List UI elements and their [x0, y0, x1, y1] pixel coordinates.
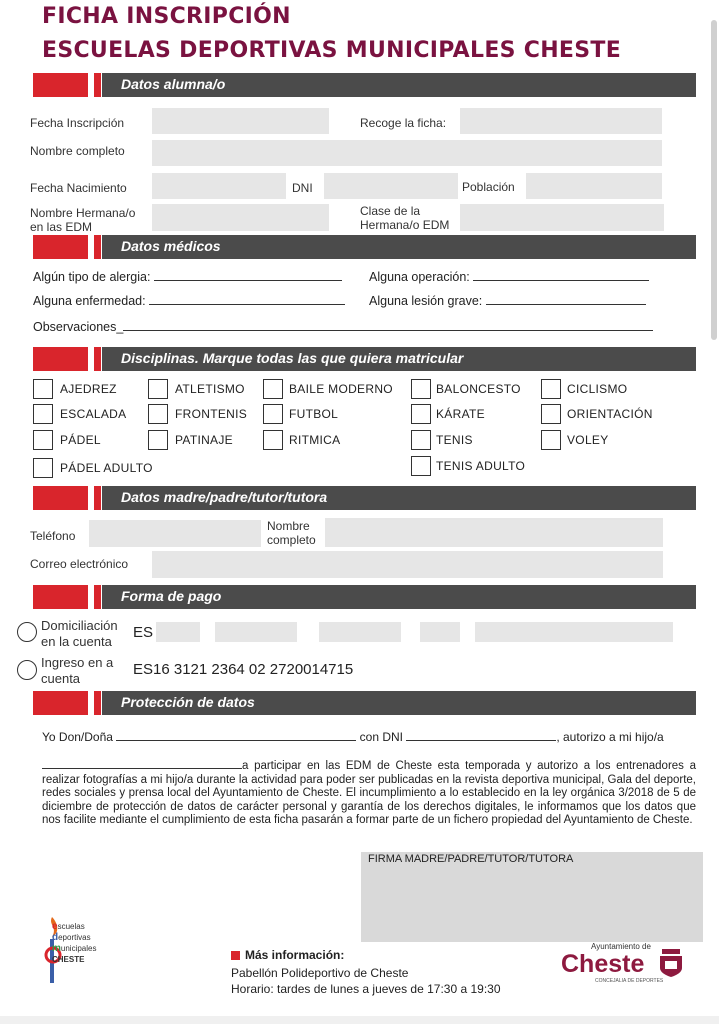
fecha-inscripcion-field[interactable]: [152, 108, 329, 134]
form-title: FICHA INSCRIPCIÓN: [42, 4, 291, 29]
checkbox-orientacion[interactable]: [541, 404, 561, 424]
section-title-proteccion: Protección de datos: [121, 694, 255, 710]
iban-block-3[interactable]: [319, 622, 401, 642]
recoge-ficha-label: Recoge la ficha:: [360, 116, 447, 130]
radio-ingreso[interactable]: [17, 660, 37, 680]
bottom-strip: [0, 1016, 719, 1024]
checkbox-ritmica[interactable]: [263, 430, 283, 450]
iban-block-4[interactable]: [420, 622, 460, 642]
label-atletismo: ATLETISMO: [175, 382, 245, 396]
dni-field[interactable]: [324, 173, 458, 199]
yo-don-line[interactable]: Yo Don/Doña con DNI , autorizo a mi hijo/a: [42, 730, 664, 744]
nombre-hermana-field[interactable]: [152, 204, 329, 231]
ayuntamiento-logo: Ayuntamiento de Cheste CONCEJALIA DE DEPORTES: [561, 942, 691, 988]
section-title-pago: Forma de pago: [121, 588, 222, 604]
poblacion-label: Población: [462, 180, 515, 194]
ingreso-label: Ingreso en a cuenta: [41, 655, 114, 686]
domiciliacion-label: Domiciliación en la cuenta: [41, 618, 118, 649]
checkbox-tenis[interactable]: [411, 430, 431, 450]
recoge-ficha-field[interactable]: [460, 108, 662, 134]
mas-info-label: Más información:: [245, 948, 345, 962]
observaciones-line[interactable]: Observaciones_: [33, 320, 653, 334]
iban-number: ES16 3121 2364 02 2720014715: [133, 661, 354, 678]
hijo-name-line[interactable]: [42, 760, 242, 769]
telefono-label: Teléfono: [30, 529, 76, 543]
checkbox-escalada[interactable]: [33, 404, 53, 424]
nombre-completo-field[interactable]: [152, 140, 662, 166]
label-ritmica: RITMICA: [289, 433, 341, 447]
section-bar-proteccion: [33, 691, 696, 715]
correo-label: Correo electrónico: [30, 557, 129, 571]
checkbox-padel[interactable]: [33, 430, 53, 450]
clase-hermana-field[interactable]: [460, 204, 664, 231]
label-padel: PÁDEL: [60, 433, 101, 447]
label-ciclismo: CICLISMO: [567, 382, 628, 396]
label-baile-moderno: BAILE MODERNO: [289, 382, 393, 396]
checkbox-frontenis[interactable]: [148, 404, 168, 424]
poblacion-field[interactable]: [526, 173, 662, 199]
section-bar-alumna: [33, 73, 696, 97]
label-baloncesto: BALONCESTO: [436, 382, 521, 396]
scrollbar-thumb[interactable]: [711, 20, 717, 340]
label-frontenis: FRONTENIS: [175, 407, 248, 421]
firma-label: FIRMA MADRE/PADRE/TUTOR/TUTORA: [368, 853, 574, 865]
enfermedad-line[interactable]: Alguna enfermedad:: [33, 294, 345, 308]
section-title-tutor: Datos madre/padre/tutor/tutora: [121, 489, 328, 505]
label-ajedrez: AJEDREZ: [60, 382, 117, 396]
checkbox-atletismo[interactable]: [148, 379, 168, 399]
checkbox-baloncesto[interactable]: [411, 379, 431, 399]
form-subtitle: ESCUELAS DEPORTIVAS MUNICIPALES CHESTE: [42, 38, 622, 63]
crest-icon: [658, 948, 684, 978]
section-bar-tutor: [33, 486, 696, 510]
checkbox-voley[interactable]: [541, 430, 561, 450]
label-tenis: TENIS: [436, 433, 473, 447]
correo-field[interactable]: [152, 551, 663, 578]
dni-label: DNI: [292, 181, 313, 195]
iban-prefix: ES: [133, 624, 154, 641]
iban-block-1[interactable]: [156, 622, 200, 642]
checkbox-futbol[interactable]: [263, 404, 283, 424]
fecha-nacimiento-label: Fecha Nacimiento: [30, 181, 127, 195]
checkbox-padel-adulto[interactable]: [33, 458, 53, 478]
horario-text: Horario: tardes de lunes a jueves de 17:30 a 19:30: [231, 982, 501, 996]
checkbox-ciclismo[interactable]: [541, 379, 561, 399]
nombre-completo-label: Nombre completo: [30, 144, 125, 158]
label-patinaje: PATINAJE: [175, 433, 233, 447]
checkbox-tenis-adulto[interactable]: [411, 456, 431, 476]
label-karate: KÁRATE: [436, 407, 485, 421]
label-orientacion: ORIENTACIÓN: [567, 407, 653, 421]
info-bullet: [231, 951, 240, 960]
telefono-field[interactable]: [89, 520, 261, 547]
section-title-disciplinas: Disciplinas. Marque todas las que quiera matricular: [121, 350, 464, 366]
operacion-line[interactable]: Alguna operación:: [369, 270, 649, 284]
label-futbol: FUTBOL: [289, 407, 339, 421]
section-title-alumna: Datos alumna/o: [121, 76, 226, 92]
nombre-tutor-field[interactable]: [325, 518, 663, 547]
nombre-tutor-label: Nombre completo: [267, 519, 316, 547]
section-bar-pago: [33, 585, 696, 609]
edm-logo: escuelas deportivas municipales CHESTE: [38, 915, 128, 995]
iban-block-5[interactable]: [475, 622, 673, 642]
label-padel-adulto: PÁDEL ADULTO: [60, 461, 153, 475]
pabellon-text: Pabellón Polideportivo de Cheste: [231, 966, 409, 980]
label-escalada: ESCALADA: [60, 407, 127, 421]
section-title-medicos: Datos médicos: [121, 238, 221, 254]
proteccion-paragraph: a participar en las EDM de Cheste esta temporada y autorizo a los entrenadores a realizar fotografías a mi hijo/a durante la actividad para poder ser publicadas en la revista deportiva municipal, Gala del deporte, redes sociales y prensa local del Ayuntamiento de Cheste. El incumplimiento a lo establecido en la ley orgánica 3/2018 de 5 de diciembre de protección de datos de carácter personal y garantía de los derechos digitales, le informamos que los datos que nos facilite mediante el cumplimiento de esta ficha pasarán a formar parte de un fichero propiedad del Ayuntamiento de Cheste.: [42, 760, 696, 826]
iban-block-2[interactable]: [215, 622, 297, 642]
firma-box[interactable]: [361, 852, 703, 942]
checkbox-patinaje[interactable]: [148, 430, 168, 450]
section-bar-disciplinas: [33, 347, 696, 371]
checkbox-karate[interactable]: [411, 404, 431, 424]
clase-hermana-label: Clase de la Hermana/o EDM: [360, 204, 450, 232]
radio-domiciliacion[interactable]: [17, 622, 37, 642]
label-tenis-adulto: TENIS ADULTO: [436, 459, 526, 473]
nombre-hermana-label: Nombre Hermana/o en las EDM: [30, 206, 136, 234]
alergia-line[interactable]: Algún tipo de alergia:: [33, 270, 342, 284]
checkbox-baile-moderno[interactable]: [263, 379, 283, 399]
lesion-line[interactable]: Alguna lesión grave:: [369, 294, 646, 308]
fecha-nacimiento-field[interactable]: [152, 173, 286, 199]
fecha-inscripcion-label: Fecha Inscripción: [30, 116, 125, 130]
checkbox-ajedrez[interactable]: [33, 379, 53, 399]
label-voley: VOLEY: [567, 433, 609, 447]
section-bar-medicos: [33, 235, 696, 259]
